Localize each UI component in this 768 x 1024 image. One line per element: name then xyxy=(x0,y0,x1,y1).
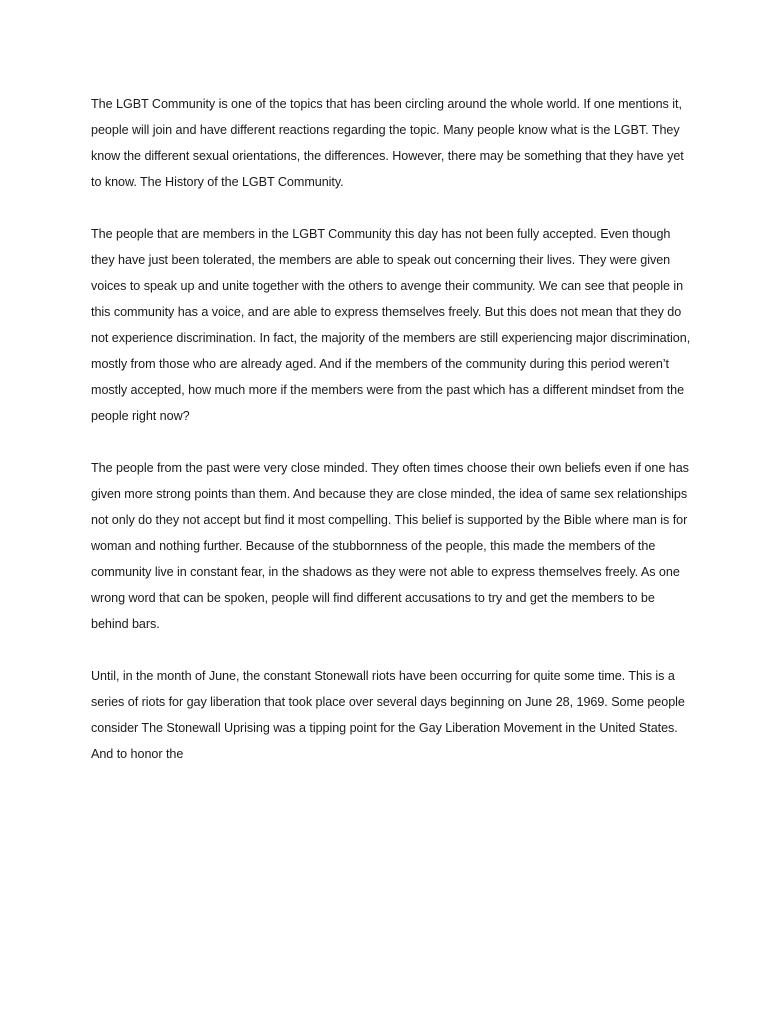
paragraph-4: Until, in the month of June, the constant Stonewall riots have been occurring for quite some time. This is a series of riots for gay liberation that took place over several days beginning on June 28, 1969. Some people consider The Stonewall Uprising was a tipping point for the Gay Liberation Movement in the United States. And to honor the xyxy=(91,669,685,761)
document-page xyxy=(91,91,691,793)
paragraph-3: The people from the past were very close minded. They often times choose their own beliefs even if one has given more strong points than them. And because they are close minded, the idea of same sex relationships not only do they not accept but find it most compelling. This belief is supported by the Bible where man is for woman and nothing further. Because of the stubbornness of the people, this made the members of the community live in constant fear, in the shadows as they were not able to express themselves freely. As one wrong word that can be spoken, people will find different accusations to try and get the members to be behind bars. xyxy=(91,461,689,631)
paragraph-1: The LGBT Community is one of the topics that has been circling around the whole world. If one mentions it, people will join and have different reactions regarding the topic. Many people know what is the LGBT. They know the different sexual orientations, the differences. However, there may be something that they have yet to know. The History of the LGBT Community. xyxy=(91,97,684,189)
paragraph-2: The people that are members in the LGBT Community this day has not been fully accepted. Even though they have just been tolerated, the members are able to speak out concerning their lives. They were given voices to speak up and unite together with the others to avenge their community. We can see that people in this community has a voice, and are able to express themselves freely. But this does not mean that they do not experience discrimination. In fact, the majority of the members are still experiencing major discrimination, mostly from those who are already aged. And if the members of the community during this period weren’t mostly accepted, how much more if the members were from the past which has a different mindset from the people right now? xyxy=(91,227,691,423)
